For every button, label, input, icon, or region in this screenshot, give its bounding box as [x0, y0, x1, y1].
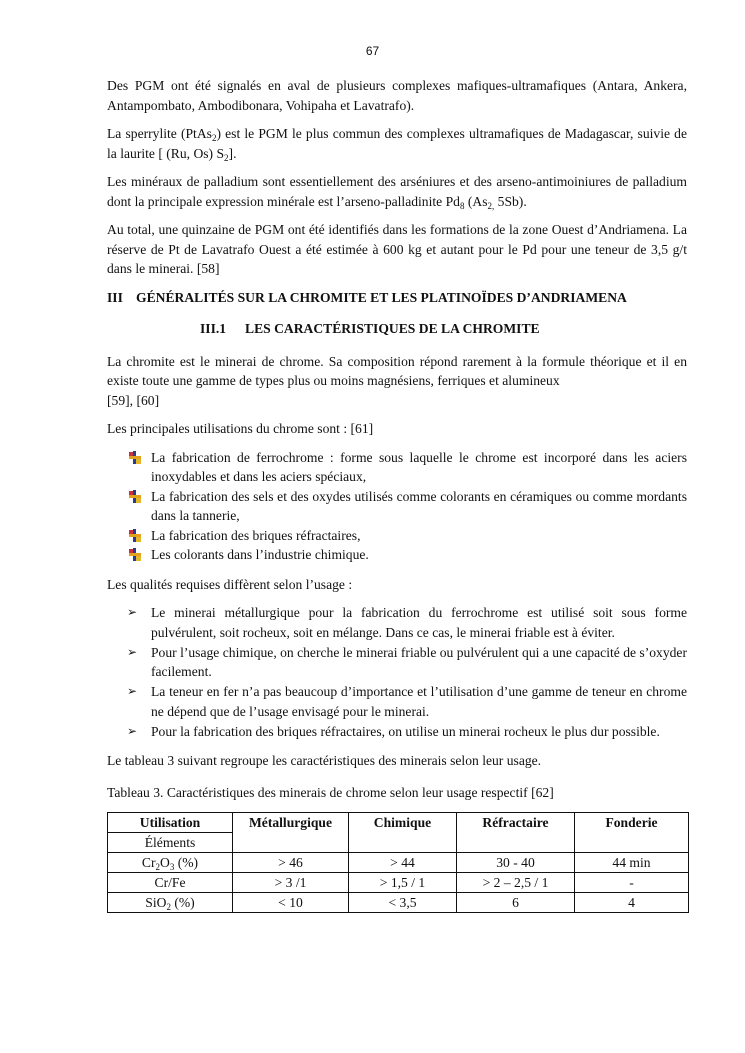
table-cell: 6	[457, 893, 575, 913]
paragraph-uses-intro: Les principales utilisations du chrome sont : [61]	[107, 421, 374, 436]
paragraph-total-pgm: Au total, une quinzaine de PGM ont été identifiés dans les formations de la zone Ouest d’Andriamena. La réserve de Pt de Lavatrafo Ouest a été estimée à 600 kg et autant pour le Pd pour une teneur de 3,5 g/t dans le minerai. [58]	[107, 222, 687, 276]
table-header-row	[108, 813, 689, 833]
table-cell: > 46	[233, 853, 349, 873]
subsection-heading	[200, 319, 687, 339]
paragraph-sperrylite: La sperrylite (PtAs$_2$) est le PGM le plus commun des complexes ultramafiques de Madagascar, suivie de la laurite [ (Ru, Os) $S_2$].	[107, 126, 687, 163]
list-item-text: La fabrication des briques réfractaires,	[151, 527, 361, 543]
section-title: GÉNÉRALITÉS SUR LA CHROMITE ET LES PLATINOÏDES D’ANDRIAMENA	[136, 289, 627, 305]
paragraph-pgm-signaled: Des PGM ont été signalés en aval de plusieurs complexes mafiques-ultramafiques (Antara, Ankera, Antampombato, Ambodibonara, Vohipaha et Lavatrafo).	[107, 78, 687, 113]
header-fonderie: Fonderie	[575, 813, 689, 853]
list-item	[107, 643, 687, 682]
list-item	[107, 526, 687, 546]
table-cell: 4	[575, 893, 689, 913]
table-cell: < 10	[233, 893, 349, 913]
table-cell: 30 - 40	[457, 853, 575, 873]
colored-cross-bullet-icon	[129, 451, 141, 464]
page-number: 67	[365, 44, 380, 58]
list-item-text: La fabrication des sels et des oxydes utilisés comme colorants en céramiques ou comme mordants dans la tannerie,	[151, 488, 687, 523]
row-label: Cr/Fe	[108, 873, 233, 893]
header-utilisation: Utilisation	[108, 813, 233, 833]
section-heading	[107, 288, 687, 308]
paragraph-table-intro: Le tableau 3 suivant regroupe les caractéristiques des minerais selon leur usage.	[107, 753, 542, 768]
colored-cross-bullet-icon	[129, 490, 141, 503]
header-metallurgique: Métallurgique	[233, 813, 349, 853]
arrow-bullet-icon: ➢	[127, 723, 138, 738]
list-item	[107, 487, 687, 526]
header-elements: Éléments	[108, 833, 233, 853]
list-item-text: La teneur en fer n’a pas beaucoup d’importance et l’utilisation d’une gamme de teneur en chrome ne dépend que de l’usage envisagé pour le minerai.	[151, 684, 687, 719]
list-item	[107, 682, 687, 721]
arrow-bullet-icon: ➢	[127, 605, 138, 619]
list-item	[107, 448, 687, 487]
list-item	[107, 545, 687, 565]
paragraph-chromite-definition	[107, 352, 687, 411]
table-cell: > 44	[349, 853, 457, 873]
table-cell: > 3 /1	[233, 873, 349, 893]
table-row	[108, 893, 689, 913]
subsection-title: LES CARACTÉRISTIQUES DE LA CHROMITE	[245, 321, 540, 336]
table-cell: > 1,5 / 1	[349, 873, 457, 893]
table-row	[108, 853, 689, 873]
document-body	[107, 76, 687, 913]
chromite-usage-table	[107, 812, 689, 913]
row-label: $Cr_2O_3$ (%)	[108, 853, 233, 873]
list-item-text: La fabrication de ferrochrome : forme sous laquelle le chrome est incorporé dans les aciers inoxydables et dans les aciers spéciaux,	[151, 449, 687, 484]
chromite-definition-text: La chromite est le minerai de chrome. Sa composition répond rarement à la formule théorique et il en existe toute une gamme de types plus ou moins magnésiens, ferriques et alumineux	[107, 353, 687, 388]
table-cell: 44 min	[575, 853, 689, 873]
list-item-text: Pour l’usage chimique, on cherche le minerai friable ou pulvérulent qui a une capacité de s’oxyder facilement.	[151, 644, 687, 679]
list-item-text: Les colorants dans l’industrie chimique.	[151, 547, 369, 562]
paragraph-qualities-intro: Les qualités requises diffèrent selon l’usage :	[107, 576, 353, 592]
table-caption: Tableau 3. Caractéristiques des minerais de chrome selon leur usage respectif [62]	[107, 784, 554, 800]
chromite-references: [59], [60]	[107, 392, 160, 408]
table-cell: -	[575, 873, 689, 893]
qualities-list	[107, 603, 687, 741]
row-label: SiO$_2$ (%)	[108, 893, 233, 913]
list-item-text: Pour la fabrication des briques réfractaires, on utilise un minerai rocheux le plus dur possible.	[151, 723, 660, 739]
paragraph-palladium: Les minéraux de palladium sont essentiellement des arséniures et des arseno-antimoiniures de palladium dont la principale expression minérale est l’arseno-palladinite $Pd_8$ ($As_{2,}$ 5Sb).	[107, 174, 687, 211]
subsection-number: III.1	[200, 321, 227, 336]
section-number: III	[107, 289, 123, 305]
colored-cross-bullet-icon	[129, 548, 141, 561]
colored-cross-bullet-icon	[129, 529, 141, 542]
list-item-text: Le minerai métallurgique pour la fabrication du ferrochrome est utilisé soit sous forme pulvérulent, soit rocheux, soit en mélange. Dans ce cas, le minerai friable est à éviter.	[151, 605, 687, 640]
uses-list	[107, 448, 687, 565]
arrow-bullet-icon: ➢	[127, 684, 138, 698]
table-row	[108, 873, 689, 893]
list-item	[107, 603, 687, 642]
arrow-bullet-icon: ➢	[127, 644, 138, 659]
header-refractaire: Réfractaire	[457, 813, 575, 853]
table-cell: < 3,5	[349, 893, 457, 913]
table-cell: > 2 – 2,5 / 1	[457, 873, 575, 893]
header-chimique: Chimique	[349, 813, 457, 853]
list-item	[107, 722, 687, 742]
